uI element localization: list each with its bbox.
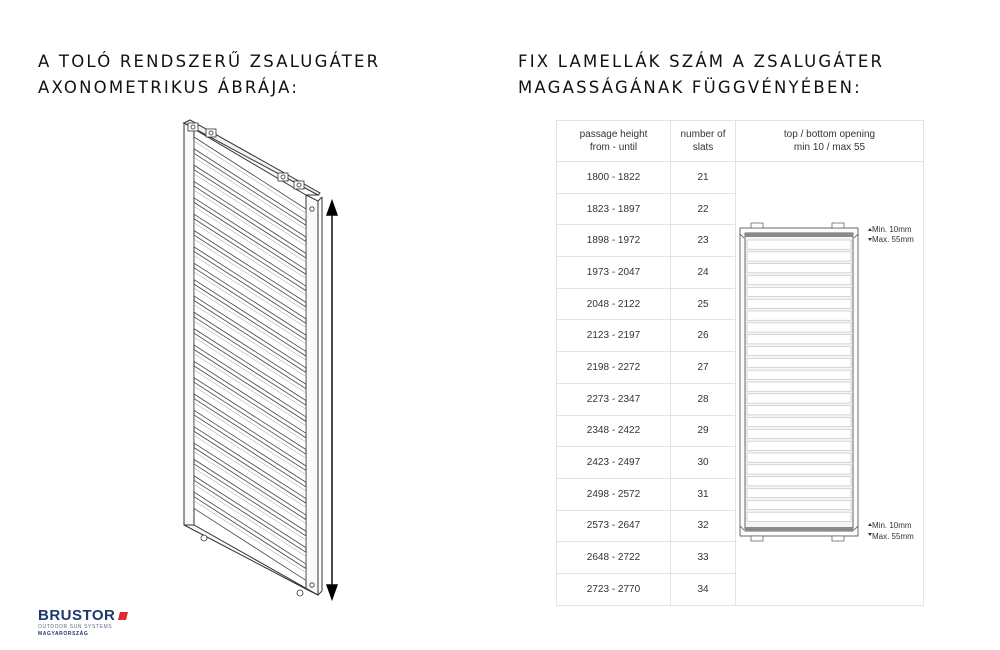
brand-wordmark <box>38 608 129 624</box>
top-opening-bar <box>745 233 853 237</box>
brand-tagline: OUTDOOR SUN SYSTEMS <box>38 624 113 630</box>
slat-table-title-line2: MAGASSÁGÁNAK FÜGGVÉNYÉBEN: <box>518 78 862 98</box>
range-cell: 2423 - 2497 <box>557 447 671 479</box>
front-slat <box>747 311 851 320</box>
axonometric-shutter-drawing <box>170 115 360 605</box>
slats-cell: 31 <box>671 478 736 510</box>
front-slat <box>747 323 851 332</box>
header-number-of-slats-line2: slats <box>692 142 714 153</box>
front-slat <box>747 287 851 296</box>
height-dimension-arrow <box>327 201 337 599</box>
brand-country: MAGYARORSZÁG <box>38 631 89 637</box>
shutter-slats <box>194 137 306 580</box>
front-slat <box>747 406 851 415</box>
front-slat <box>747 358 851 367</box>
slats-cell: 29 <box>671 415 736 447</box>
front-slat <box>747 335 851 344</box>
range-cell: 1898 - 1972 <box>557 225 671 257</box>
slats-cell: 25 <box>671 288 736 320</box>
front-slat <box>747 252 851 261</box>
front-slat <box>747 441 851 450</box>
front-slat <box>747 382 851 391</box>
header-passage-height-line2: from - until <box>589 142 638 153</box>
front-slat <box>747 512 851 521</box>
slats-cell: 34 <box>671 573 736 605</box>
range-cell: 1973 - 2047 <box>557 257 671 289</box>
axonometric-title <box>38 49 380 101</box>
front-slat <box>747 489 851 498</box>
front-slat <box>747 453 851 462</box>
table-header-row <box>557 121 924 162</box>
front-slat <box>747 465 851 474</box>
slats-cell: 21 <box>671 162 736 194</box>
slats-cell: 27 <box>671 352 736 384</box>
bottom-opening-max-label: Max. 55mm <box>872 532 914 541</box>
slats-cell: 22 <box>671 193 736 225</box>
slats-cell: 32 <box>671 510 736 542</box>
front-slat <box>747 276 851 285</box>
slat-table-title-line1: FIX LAMELLÁK SZÁM A ZSALUGÁTER <box>518 52 885 72</box>
header-number-of-slats <box>671 121 736 162</box>
range-cell: 1823 - 1897 <box>557 193 671 225</box>
header-passage-height-line1: passage height <box>579 129 648 140</box>
front-slat <box>747 418 851 427</box>
front-slat <box>747 500 851 509</box>
front-slat <box>747 394 851 403</box>
slats-cell: 28 <box>671 383 736 415</box>
brand-name: BRUSTOR <box>38 607 116 624</box>
axonometric-title-line2: AXONOMETRIKUS ÁBRÁJA: <box>38 78 300 98</box>
slat-table-title <box>518 49 884 101</box>
range-cell: 2648 - 2722 <box>557 542 671 574</box>
bottom-opening-min-label: Min. 10mm <box>872 521 912 530</box>
front-slat <box>747 240 851 249</box>
slats-cell: 24 <box>671 257 736 289</box>
top-opening-min-label: Min. 10mm <box>872 225 912 234</box>
range-cell: 2498 - 2572 <box>557 478 671 510</box>
front-slat <box>747 299 851 308</box>
range-cell: 2123 - 2197 <box>557 320 671 352</box>
brand-flag-icon <box>117 610 129 622</box>
header-opening <box>736 121 924 162</box>
bottom-opening-bar <box>745 527 853 531</box>
range-cell: 2723 - 2770 <box>557 573 671 605</box>
brustor-logo <box>38 608 129 637</box>
range-cell: 2273 - 2347 <box>557 383 671 415</box>
slats-cell: 33 <box>671 542 736 574</box>
front-slat <box>747 370 851 379</box>
front-slat <box>747 347 851 356</box>
header-opening-line2: min 10 / max 55 <box>793 142 866 153</box>
slats-cell: 26 <box>671 320 736 352</box>
front-slat <box>747 477 851 486</box>
front-slat <box>747 429 851 438</box>
range-cell: 2198 - 2272 <box>557 352 671 384</box>
range-cell: 2573 - 2647 <box>557 510 671 542</box>
range-cell: 1800 - 1822 <box>557 162 671 194</box>
header-passage-height <box>557 121 671 162</box>
opening-indicators <box>868 228 872 536</box>
header-number-of-slats-line1: number of <box>680 129 726 140</box>
table-row <box>557 162 924 194</box>
top-opening-max-label: Max. 55mm <box>872 235 914 244</box>
header-opening-line1: top / bottom opening <box>783 129 876 140</box>
axonometric-title-line1: A TOLÓ RENDSZERŰ ZSALUGÁTER <box>38 52 381 72</box>
range-cell: 2048 - 2122 <box>557 288 671 320</box>
slats-cell: 23 <box>671 225 736 257</box>
slat-count-table <box>556 120 924 606</box>
front-slat <box>747 264 851 273</box>
slats-cell: 30 <box>671 447 736 479</box>
range-cell: 2348 - 2422 <box>557 415 671 447</box>
